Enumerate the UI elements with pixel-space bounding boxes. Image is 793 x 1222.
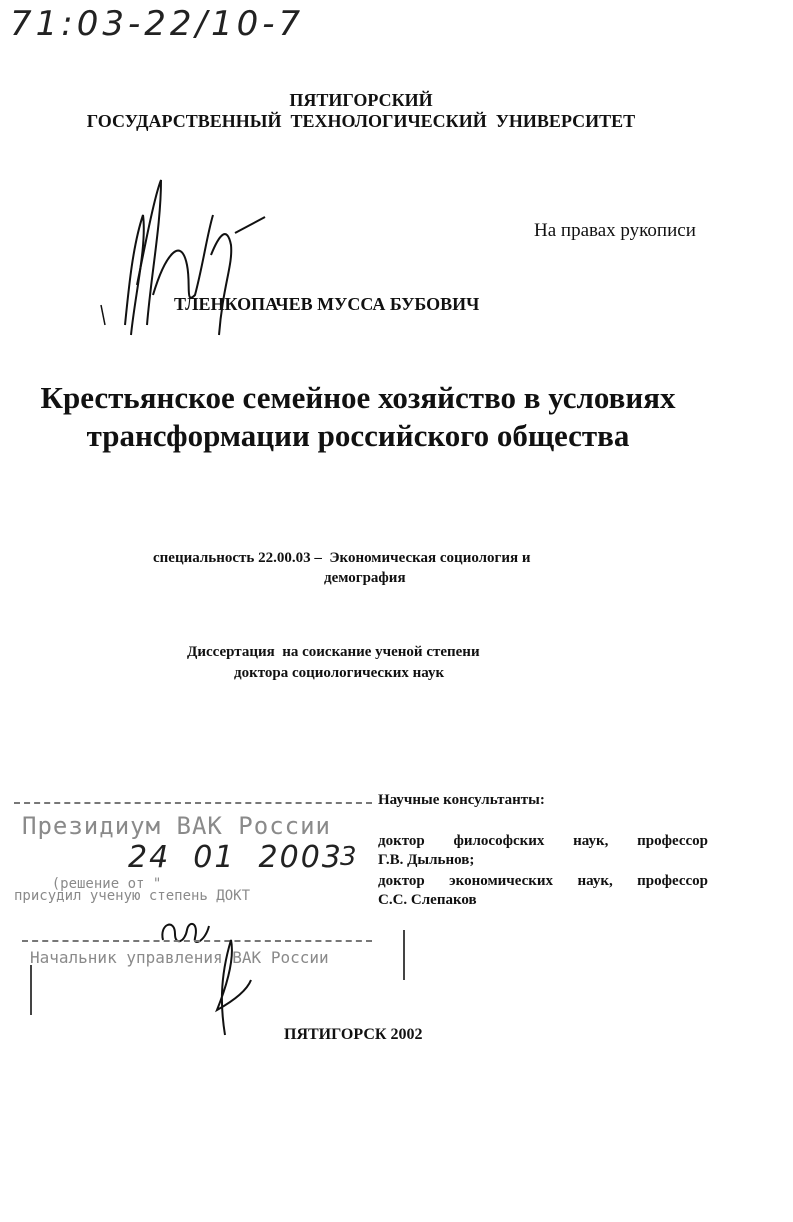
dissertation-title-line2: трансформации российского общества bbox=[86, 418, 630, 453]
specialty-line1: специальность 22.00.03 – Экономическая социология и bbox=[153, 550, 531, 566]
stamp-line4: Начальник управления ВАК России bbox=[30, 948, 329, 967]
dissertation-line2: доктора социологических наук bbox=[234, 665, 445, 681]
dissertation-line1: Диссертация на соискание ученой степени bbox=[187, 644, 480, 660]
stamp-date: 24 01 2003 bbox=[128, 840, 343, 875]
specialty-line2: демография bbox=[324, 570, 406, 586]
consultants-heading: Научные консультанты: bbox=[378, 792, 545, 808]
university-name-line2: ГОСУДАРСТВЕННЫЙ ТЕХНОЛОГИЧЕСКИЙ УНИВЕРСИТЕТ bbox=[86, 111, 636, 131]
university-name-line1: ПЯТИГОРСКИЙ bbox=[289, 90, 433, 110]
stamp-line1: Президиум ВАК России bbox=[22, 812, 331, 840]
consultant-2-degree: доктор экономических наук, профессор bbox=[378, 873, 708, 889]
official-signature-icon bbox=[195, 930, 255, 1040]
consultant-1-name: Г.В. Дыльнов; bbox=[378, 852, 475, 868]
archive-code: 71:03-22/10-7 bbox=[10, 4, 305, 44]
stamp-line2: (решение от " bbox=[51, 876, 162, 892]
rights-note: На правах рукописи bbox=[534, 220, 696, 241]
dissertation-title-line1: Крестьянское семейное хозяйство в условиях bbox=[40, 380, 676, 415]
author-name: ТЛЕНКОПАЧЕВ МУССА БУБОВИЧ bbox=[174, 294, 480, 314]
author-signature-icon bbox=[95, 175, 285, 345]
consultant-2-name: С.С. Слепаков bbox=[378, 892, 477, 908]
stamp-top-rule bbox=[14, 802, 372, 804]
city-year: ПЯТИГОРСК 2002 bbox=[284, 1026, 423, 1043]
stamp-number: 3 bbox=[340, 842, 361, 872]
consultant-1-degree: доктор философских наук, профессор bbox=[378, 833, 708, 849]
stamp-line3: присудил ученую степень ДОКТ bbox=[14, 888, 251, 904]
stamp-right-rule bbox=[403, 930, 405, 980]
stamp-left-rule bbox=[30, 965, 32, 1015]
